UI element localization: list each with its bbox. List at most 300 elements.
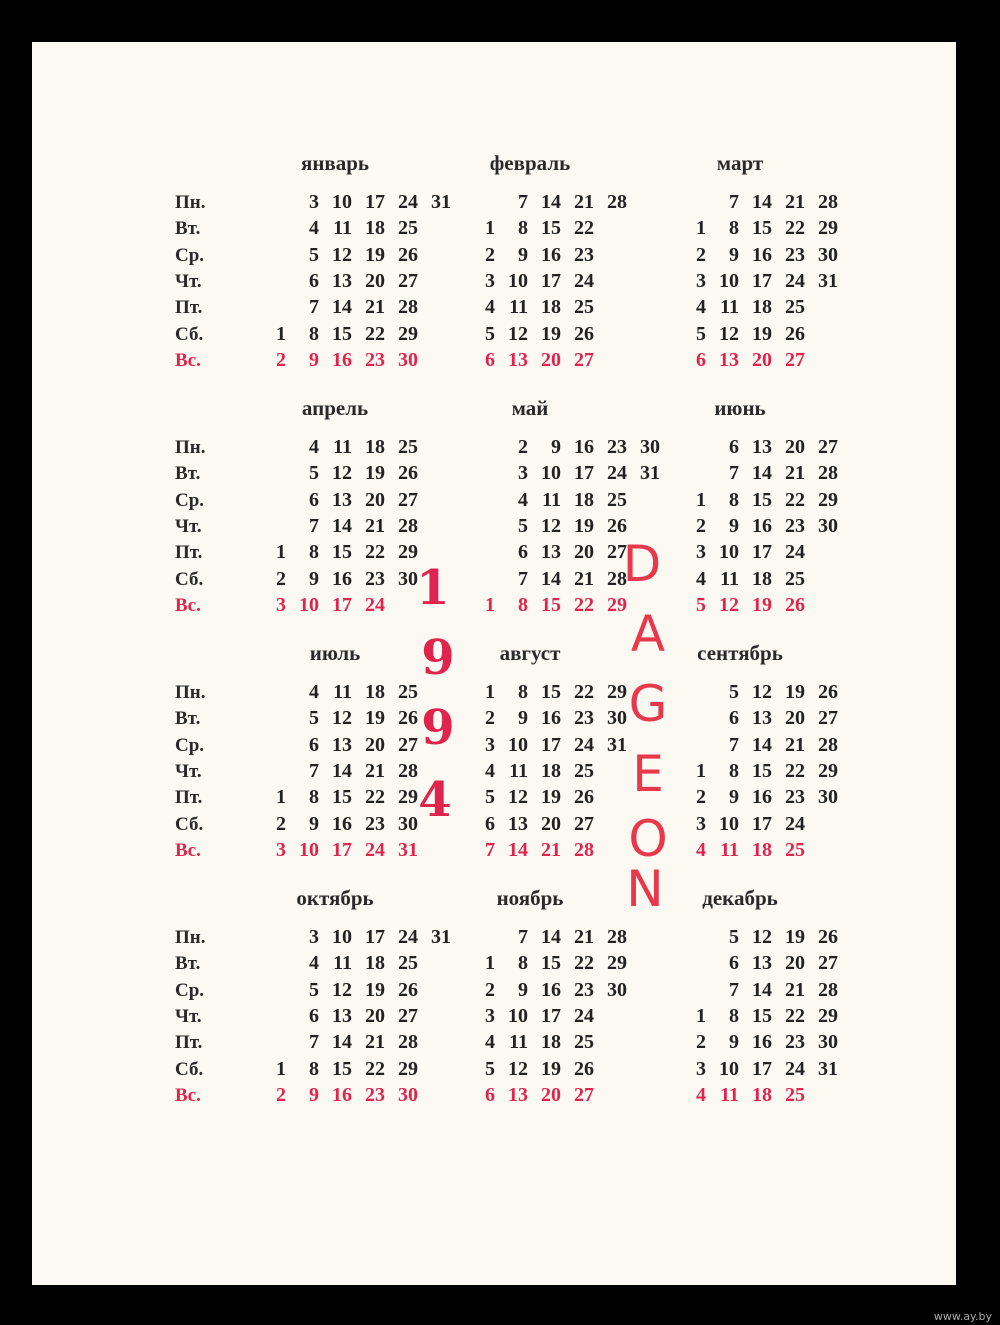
day-number: 25 bbox=[398, 952, 418, 975]
day-number: 14 bbox=[541, 191, 561, 213]
weekday-label: Вс. bbox=[175, 349, 201, 371]
day-number: 26 bbox=[818, 681, 838, 703]
day-number: 3 bbox=[696, 541, 706, 564]
day-number: 7 bbox=[729, 733, 739, 756]
day-number: 15 bbox=[541, 681, 561, 703]
day-number: 19 bbox=[574, 514, 594, 537]
day-number: 27 bbox=[607, 541, 627, 564]
day-number: 2 bbox=[276, 1083, 286, 1106]
day-number: 23 bbox=[574, 243, 594, 266]
weekday-label: Ср. bbox=[175, 979, 205, 1001]
signature-letter: D bbox=[622, 535, 662, 593]
day-number: 22 bbox=[574, 217, 594, 240]
day-number: 9 bbox=[729, 243, 739, 266]
day-number: 11 bbox=[509, 1031, 528, 1054]
day-number: 11 bbox=[720, 567, 739, 590]
day-number: 30 bbox=[818, 243, 838, 266]
day-number: 14 bbox=[332, 514, 352, 537]
day-number: 1 bbox=[276, 1057, 286, 1080]
day-number: 24 bbox=[785, 541, 805, 564]
day-number: 9 bbox=[551, 436, 561, 458]
day-number: 24 bbox=[785, 1057, 805, 1080]
day-number: 8 bbox=[518, 217, 528, 240]
weekday-label: Пт. bbox=[175, 1032, 203, 1054]
weekday-label: Чт. bbox=[175, 270, 202, 292]
weekday-label: Вс. bbox=[175, 839, 201, 861]
month-title: май bbox=[511, 396, 549, 420]
day-number: 8 bbox=[729, 488, 739, 511]
day-number: 21 bbox=[785, 733, 805, 756]
day-number: 8 bbox=[729, 1004, 739, 1027]
day-number: 14 bbox=[541, 567, 561, 590]
day-number: 27 bbox=[574, 1083, 594, 1106]
day-number: 12 bbox=[332, 462, 352, 485]
weekday-label: Сб. bbox=[175, 323, 204, 345]
month-title: июль bbox=[309, 641, 361, 665]
weekday-label: Пн. bbox=[175, 927, 206, 948]
day-number: 23 bbox=[365, 567, 385, 590]
day-number: 15 bbox=[541, 952, 561, 975]
month-title: октябрь bbox=[296, 886, 374, 910]
day-number: 16 bbox=[541, 243, 561, 266]
day-number: 9 bbox=[309, 1083, 319, 1106]
day-number: 22 bbox=[785, 759, 805, 782]
weekday-label: Ср. bbox=[175, 489, 205, 511]
day-number: 29 bbox=[398, 786, 418, 809]
day-number: 24 bbox=[607, 462, 627, 485]
day-number: 21 bbox=[574, 926, 594, 948]
day-number: 23 bbox=[785, 243, 805, 266]
weekday-label: Пн. bbox=[175, 682, 206, 703]
day-number: 28 bbox=[818, 462, 838, 485]
day-number: 12 bbox=[752, 681, 772, 703]
day-number: 20 bbox=[541, 1083, 561, 1106]
day-number: 26 bbox=[398, 978, 418, 1001]
day-number: 28 bbox=[607, 191, 627, 213]
day-number: 17 bbox=[365, 191, 385, 213]
day-number: 2 bbox=[485, 243, 495, 266]
day-number: 1 bbox=[696, 1004, 706, 1027]
day-number: 30 bbox=[398, 348, 418, 371]
day-number: 31 bbox=[398, 838, 418, 861]
day-number: 23 bbox=[574, 978, 594, 1001]
day-number: 14 bbox=[508, 838, 528, 861]
day-number: 3 bbox=[518, 462, 528, 485]
weekday-label: Чт. bbox=[175, 1005, 202, 1027]
month-title: декабрь bbox=[702, 886, 778, 910]
day-number: 8 bbox=[518, 593, 528, 616]
day-number: 24 bbox=[785, 269, 805, 292]
day-number: 22 bbox=[785, 488, 805, 511]
day-number: 27 bbox=[818, 707, 838, 730]
day-number: 20 bbox=[574, 541, 594, 564]
day-number: 24 bbox=[574, 733, 594, 756]
day-number: 3 bbox=[485, 269, 495, 292]
day-number: 11 bbox=[333, 681, 352, 703]
weekday-label: Сб. bbox=[175, 813, 204, 835]
weekday-label: Пт. bbox=[175, 297, 203, 319]
day-number: 2 bbox=[518, 436, 528, 458]
weekday-label: Пт. bbox=[175, 542, 203, 564]
day-number: 4 bbox=[485, 759, 495, 782]
day-number: 26 bbox=[574, 786, 594, 809]
month-title: сентябрь bbox=[697, 641, 783, 665]
day-number: 12 bbox=[508, 786, 528, 809]
day-number: 8 bbox=[309, 1057, 319, 1080]
day-number: 6 bbox=[729, 952, 739, 975]
signature-letter: O bbox=[628, 810, 668, 868]
day-number: 23 bbox=[365, 1083, 385, 1106]
day-number: 18 bbox=[752, 567, 772, 590]
day-number: 25 bbox=[785, 567, 805, 590]
day-number: 15 bbox=[332, 322, 352, 345]
day-number: 23 bbox=[785, 514, 805, 537]
day-number: 21 bbox=[365, 514, 385, 537]
day-number: 21 bbox=[365, 1031, 385, 1054]
day-number: 18 bbox=[365, 681, 385, 703]
day-number: 30 bbox=[818, 1031, 838, 1054]
day-number: 8 bbox=[518, 681, 528, 703]
day-number: 5 bbox=[696, 593, 706, 616]
day-number: 20 bbox=[365, 1004, 385, 1027]
day-number: 30 bbox=[398, 812, 418, 835]
day-number: 26 bbox=[818, 926, 838, 948]
day-number: 22 bbox=[365, 541, 385, 564]
day-number: 8 bbox=[309, 541, 319, 564]
day-number: 19 bbox=[752, 322, 772, 345]
day-number: 28 bbox=[398, 1031, 418, 1054]
day-number: 14 bbox=[332, 296, 352, 319]
day-number: 1 bbox=[276, 322, 286, 345]
day-number: 22 bbox=[574, 593, 594, 616]
day-number: 5 bbox=[309, 707, 319, 730]
day-number: 18 bbox=[752, 296, 772, 319]
day-number: 27 bbox=[574, 348, 594, 371]
day-number: 13 bbox=[752, 707, 772, 730]
weekday-label: Чт. bbox=[175, 760, 202, 782]
day-number: 17 bbox=[541, 1004, 561, 1027]
weekday-label: Сб. bbox=[175, 568, 204, 590]
day-number: 15 bbox=[541, 593, 561, 616]
year-digit: 9 bbox=[421, 630, 455, 686]
day-number: 30 bbox=[818, 786, 838, 809]
day-number: 10 bbox=[332, 926, 352, 948]
day-number: 12 bbox=[332, 978, 352, 1001]
day-number: 3 bbox=[276, 593, 286, 616]
day-number: 18 bbox=[574, 488, 594, 511]
day-number: 10 bbox=[508, 269, 528, 292]
day-number: 13 bbox=[541, 541, 561, 564]
day-number: 15 bbox=[332, 1057, 352, 1080]
day-number: 21 bbox=[574, 191, 594, 213]
day-number: 1 bbox=[696, 759, 706, 782]
day-number: 25 bbox=[607, 488, 627, 511]
weekday-label: Вт. bbox=[175, 953, 201, 975]
day-number: 12 bbox=[332, 243, 352, 266]
day-number: 21 bbox=[574, 567, 594, 590]
day-number: 12 bbox=[508, 1057, 528, 1080]
day-number: 27 bbox=[818, 436, 838, 458]
day-number: 18 bbox=[752, 838, 772, 861]
day-number: 11 bbox=[720, 838, 739, 861]
day-number: 3 bbox=[276, 838, 286, 861]
weekday-label: Сб. bbox=[175, 1058, 204, 1080]
day-number: 22 bbox=[785, 1004, 805, 1027]
day-number: 4 bbox=[309, 217, 319, 240]
day-number: 29 bbox=[818, 759, 838, 782]
day-number: 25 bbox=[785, 296, 805, 319]
day-number: 14 bbox=[752, 462, 772, 485]
day-number: 11 bbox=[509, 296, 528, 319]
day-number: 6 bbox=[485, 1083, 495, 1106]
day-number: 19 bbox=[541, 786, 561, 809]
day-number: 16 bbox=[752, 243, 772, 266]
day-number: 13 bbox=[508, 1083, 528, 1106]
day-number: 29 bbox=[607, 681, 627, 703]
day-number: 16 bbox=[574, 436, 594, 458]
day-number: 28 bbox=[574, 838, 594, 861]
day-number: 28 bbox=[607, 567, 627, 590]
signature-letter: E bbox=[632, 745, 664, 803]
weekday-label: Вт. bbox=[175, 463, 201, 485]
day-number: 16 bbox=[541, 707, 561, 730]
day-number: 3 bbox=[696, 269, 706, 292]
day-number: 1 bbox=[485, 217, 495, 240]
day-number: 17 bbox=[752, 1057, 772, 1080]
day-number: 4 bbox=[309, 436, 319, 458]
day-number: 21 bbox=[365, 296, 385, 319]
day-number: 5 bbox=[309, 978, 319, 1001]
day-number: 30 bbox=[398, 567, 418, 590]
month-title: апрель bbox=[301, 396, 369, 420]
day-number: 20 bbox=[365, 269, 385, 292]
day-number: 21 bbox=[365, 759, 385, 782]
signature-letter: G bbox=[628, 675, 668, 733]
day-number: 19 bbox=[365, 243, 385, 266]
day-number: 31 bbox=[640, 462, 660, 485]
weekday-label: Вт. bbox=[175, 218, 201, 240]
day-number: 24 bbox=[398, 191, 418, 213]
weekday-label: Вс. bbox=[175, 1084, 201, 1106]
day-number: 26 bbox=[398, 243, 418, 266]
day-number: 7 bbox=[309, 514, 319, 537]
day-number: 15 bbox=[752, 488, 772, 511]
day-number: 4 bbox=[485, 296, 495, 319]
day-number: 23 bbox=[607, 436, 627, 458]
day-number: 20 bbox=[365, 733, 385, 756]
day-number: 11 bbox=[720, 296, 739, 319]
day-number: 19 bbox=[365, 978, 385, 1001]
month-title: август bbox=[499, 641, 561, 665]
day-number: 20 bbox=[541, 812, 561, 835]
day-number: 4 bbox=[309, 952, 319, 975]
day-number: 9 bbox=[518, 707, 528, 730]
day-number: 7 bbox=[729, 462, 739, 485]
day-number: 29 bbox=[607, 952, 627, 975]
day-number: 5 bbox=[729, 926, 739, 948]
day-number: 17 bbox=[541, 733, 561, 756]
day-number: 24 bbox=[398, 926, 418, 948]
day-number: 10 bbox=[508, 1004, 528, 1027]
day-number: 13 bbox=[332, 488, 352, 511]
day-number: 25 bbox=[574, 296, 594, 319]
day-number: 29 bbox=[818, 1004, 838, 1027]
day-number: 5 bbox=[729, 681, 739, 703]
day-number: 19 bbox=[541, 1057, 561, 1080]
day-number: 4 bbox=[485, 1031, 495, 1054]
day-number: 4 bbox=[696, 1083, 706, 1106]
day-number: 16 bbox=[332, 348, 352, 371]
day-number: 6 bbox=[696, 348, 706, 371]
day-number: 18 bbox=[752, 1083, 772, 1106]
day-number: 13 bbox=[508, 812, 528, 835]
day-number: 13 bbox=[332, 269, 352, 292]
day-number: 27 bbox=[785, 348, 805, 371]
day-number: 27 bbox=[398, 269, 418, 292]
day-number: 16 bbox=[752, 1031, 772, 1054]
day-number: 4 bbox=[696, 838, 706, 861]
day-number: 10 bbox=[508, 733, 528, 756]
day-number: 27 bbox=[574, 812, 594, 835]
day-number: 22 bbox=[365, 322, 385, 345]
day-number: 22 bbox=[785, 217, 805, 240]
day-number: 16 bbox=[332, 567, 352, 590]
day-number: 12 bbox=[332, 707, 352, 730]
month-title: март bbox=[716, 151, 764, 175]
day-number: 23 bbox=[365, 348, 385, 371]
day-number: 19 bbox=[752, 593, 772, 616]
day-number: 30 bbox=[398, 1083, 418, 1106]
day-number: 1 bbox=[485, 593, 495, 616]
day-number: 2 bbox=[696, 786, 706, 809]
day-number: 6 bbox=[309, 488, 319, 511]
weekday-label: Ср. bbox=[175, 244, 205, 266]
day-number: 11 bbox=[542, 488, 561, 511]
day-number: 18 bbox=[541, 759, 561, 782]
weekday-label: Вс. bbox=[175, 594, 201, 616]
day-number: 29 bbox=[398, 322, 418, 345]
day-number: 27 bbox=[398, 1004, 418, 1027]
day-number: 3 bbox=[696, 1057, 706, 1080]
day-number: 2 bbox=[276, 812, 286, 835]
day-number: 1 bbox=[276, 541, 286, 564]
day-number: 24 bbox=[365, 838, 385, 861]
day-number: 17 bbox=[365, 926, 385, 948]
day-number: 13 bbox=[332, 733, 352, 756]
year-digit: 9 bbox=[421, 700, 455, 756]
day-number: 28 bbox=[607, 926, 627, 948]
day-number: 18 bbox=[541, 296, 561, 319]
day-number: 21 bbox=[785, 191, 805, 213]
day-number: 7 bbox=[309, 1031, 319, 1054]
day-number: 23 bbox=[785, 1031, 805, 1054]
day-number: 29 bbox=[818, 488, 838, 511]
day-number: 19 bbox=[365, 462, 385, 485]
day-number: 11 bbox=[333, 952, 352, 975]
day-number: 9 bbox=[518, 978, 528, 1001]
weekday-label: Ср. bbox=[175, 734, 205, 756]
day-number: 14 bbox=[752, 191, 772, 213]
day-number: 9 bbox=[729, 786, 739, 809]
day-number: 31 bbox=[818, 269, 838, 292]
day-number: 25 bbox=[785, 838, 805, 861]
day-number: 6 bbox=[309, 269, 319, 292]
weekday-label: Чт. bbox=[175, 515, 202, 537]
day-number: 26 bbox=[398, 462, 418, 485]
day-number: 17 bbox=[541, 269, 561, 292]
day-number: 10 bbox=[299, 593, 319, 616]
weekday-label: Вт. bbox=[175, 708, 201, 730]
day-number: 3 bbox=[485, 1004, 495, 1027]
day-number: 22 bbox=[365, 1057, 385, 1080]
day-number: 10 bbox=[719, 541, 739, 564]
day-number: 6 bbox=[518, 541, 528, 564]
day-number: 15 bbox=[541, 217, 561, 240]
day-number: 19 bbox=[541, 322, 561, 345]
day-number: 15 bbox=[332, 786, 352, 809]
day-number: 15 bbox=[752, 1004, 772, 1027]
day-number: 14 bbox=[752, 733, 772, 756]
day-number: 25 bbox=[574, 759, 594, 782]
day-number: 8 bbox=[309, 786, 319, 809]
day-number: 29 bbox=[398, 1057, 418, 1080]
day-number: 5 bbox=[485, 786, 495, 809]
day-number: 8 bbox=[309, 322, 319, 345]
day-number: 30 bbox=[818, 514, 838, 537]
day-number: 14 bbox=[332, 1031, 352, 1054]
day-number: 24 bbox=[785, 812, 805, 835]
day-number: 1 bbox=[696, 488, 706, 511]
day-number: 7 bbox=[309, 759, 319, 782]
day-number: 16 bbox=[332, 1083, 352, 1106]
day-number: 13 bbox=[508, 348, 528, 371]
day-number: 12 bbox=[508, 322, 528, 345]
day-number: 18 bbox=[541, 1031, 561, 1054]
day-number: 22 bbox=[574, 952, 594, 975]
day-number: 24 bbox=[574, 269, 594, 292]
day-number: 15 bbox=[752, 759, 772, 782]
day-number: 15 bbox=[332, 541, 352, 564]
day-number: 17 bbox=[332, 838, 352, 861]
day-number: 30 bbox=[607, 707, 627, 730]
day-number: 27 bbox=[398, 733, 418, 756]
day-number: 10 bbox=[299, 838, 319, 861]
day-number: 19 bbox=[365, 707, 385, 730]
day-number: 19 bbox=[785, 926, 805, 948]
day-number: 15 bbox=[752, 217, 772, 240]
day-number: 31 bbox=[431, 926, 451, 948]
day-number: 9 bbox=[309, 812, 319, 835]
day-number: 24 bbox=[574, 1004, 594, 1027]
day-number: 21 bbox=[785, 978, 805, 1001]
day-number: 16 bbox=[541, 978, 561, 1001]
day-number: 29 bbox=[607, 593, 627, 616]
day-number: 14 bbox=[752, 978, 772, 1001]
month-title: ноябрь bbox=[496, 886, 564, 910]
day-number: 20 bbox=[785, 707, 805, 730]
day-number: 3 bbox=[309, 926, 319, 948]
day-number: 6 bbox=[309, 1004, 319, 1027]
day-number: 2 bbox=[485, 707, 495, 730]
day-number: 11 bbox=[333, 217, 352, 240]
day-number: 9 bbox=[518, 243, 528, 266]
day-number: 28 bbox=[398, 759, 418, 782]
day-number: 26 bbox=[607, 514, 627, 537]
month-title: январь bbox=[300, 151, 370, 175]
day-number: 1 bbox=[696, 217, 706, 240]
day-number: 10 bbox=[541, 462, 561, 485]
day-number: 31 bbox=[431, 191, 451, 213]
